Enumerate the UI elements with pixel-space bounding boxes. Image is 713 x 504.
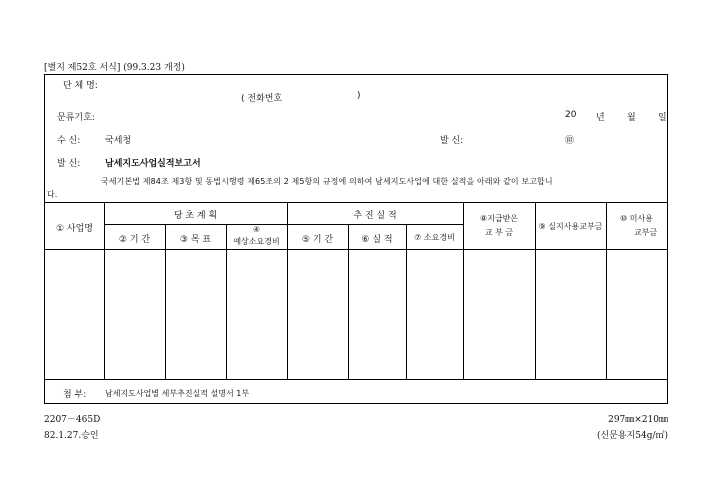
report-subject: 남세지도사업실적보고서 [105, 159, 201, 169]
report-form [44, 74, 668, 404]
phone-label: ( 전화번호 [241, 94, 283, 104]
col-cost-actual-header: ⑦ 소요경비 [414, 233, 455, 242]
col-grant-received-line1: ⑧지급받은 [479, 214, 519, 223]
col-grant-used-header: ⑨ 실지사용교부금 [538, 222, 603, 231]
col-cost-plan-number: ④ [252, 225, 261, 234]
col-divider-3 [226, 224, 227, 379]
col-target-header: ③ 목 표 [179, 235, 212, 245]
paper-type: (신문용지54g/㎡) [596, 431, 668, 441]
col-period-plan-header: ② 기 간 [118, 235, 151, 245]
group-progress-header: 추 진 실 적 [353, 211, 397, 221]
doc-number-label: 문류기호: [57, 113, 95, 123]
date-year-unit: 년 [596, 113, 605, 123]
col-grant-received-line2: 교 부 금 [484, 228, 514, 237]
col-divider-9 [606, 202, 607, 379]
group-plan-header: 당 초 계 획 [173, 211, 218, 221]
body-text-line2: 다. [47, 190, 58, 199]
org-name-label: 단 체 명: [63, 81, 98, 91]
col-result-header: ⑥ 실 적 [361, 235, 393, 245]
paper-size: 297㎜×210㎜ [608, 415, 668, 425]
col-divider-4 [287, 202, 288, 379]
col-divider-1 [104, 202, 105, 379]
attachment-value: 남세지도사업별 세부추진실적 설명서 1부 [105, 389, 250, 398]
col-divider-6 [406, 224, 407, 379]
sender-label: 발 신: [57, 159, 81, 169]
table-header-bottom [45, 249, 667, 250]
date-year: 20 [565, 110, 577, 120]
col-divider-5 [348, 224, 349, 379]
attachment-label: 첨 부: [63, 390, 87, 400]
col-grant-unused-line2: 교부금 [634, 228, 658, 237]
phone-close: ) [357, 91, 361, 101]
col-grant-unused-line1: ⑩ 미사용 [620, 214, 653, 223]
form-code: 2207－465D [44, 415, 101, 425]
col-divider-2 [165, 224, 166, 379]
body-text-line1: 국세기본법 제84조 제3항 및 동법시행령 제65조의 2 제5항의 규정에 의하여 남세지도사업에 대한 실적을 아래와 같이 보고합니 [101, 177, 553, 186]
date-month-unit: 월 [627, 113, 636, 123]
col-period-actual-header: ⑤ 기 간 [301, 235, 334, 245]
date-day-unit: 일 [658, 113, 667, 123]
table-top-line [45, 202, 667, 203]
col-business-header: ① 사업명 [55, 224, 93, 234]
seal-mark: ㊞ [565, 136, 575, 146]
sender-label-right: 발 신: [440, 136, 464, 146]
table-body-bottom [45, 379, 667, 380]
col-cost-plan-header: 예상소요경비 [233, 237, 280, 246]
approval-date: 82.1.27.승인 [44, 431, 99, 441]
recipient-value: 국세청 [105, 136, 132, 146]
recipient-label: 수 신: [57, 136, 81, 146]
form-caption: [별지 제52호 서식] (99.3.23 개정) [44, 63, 185, 73]
